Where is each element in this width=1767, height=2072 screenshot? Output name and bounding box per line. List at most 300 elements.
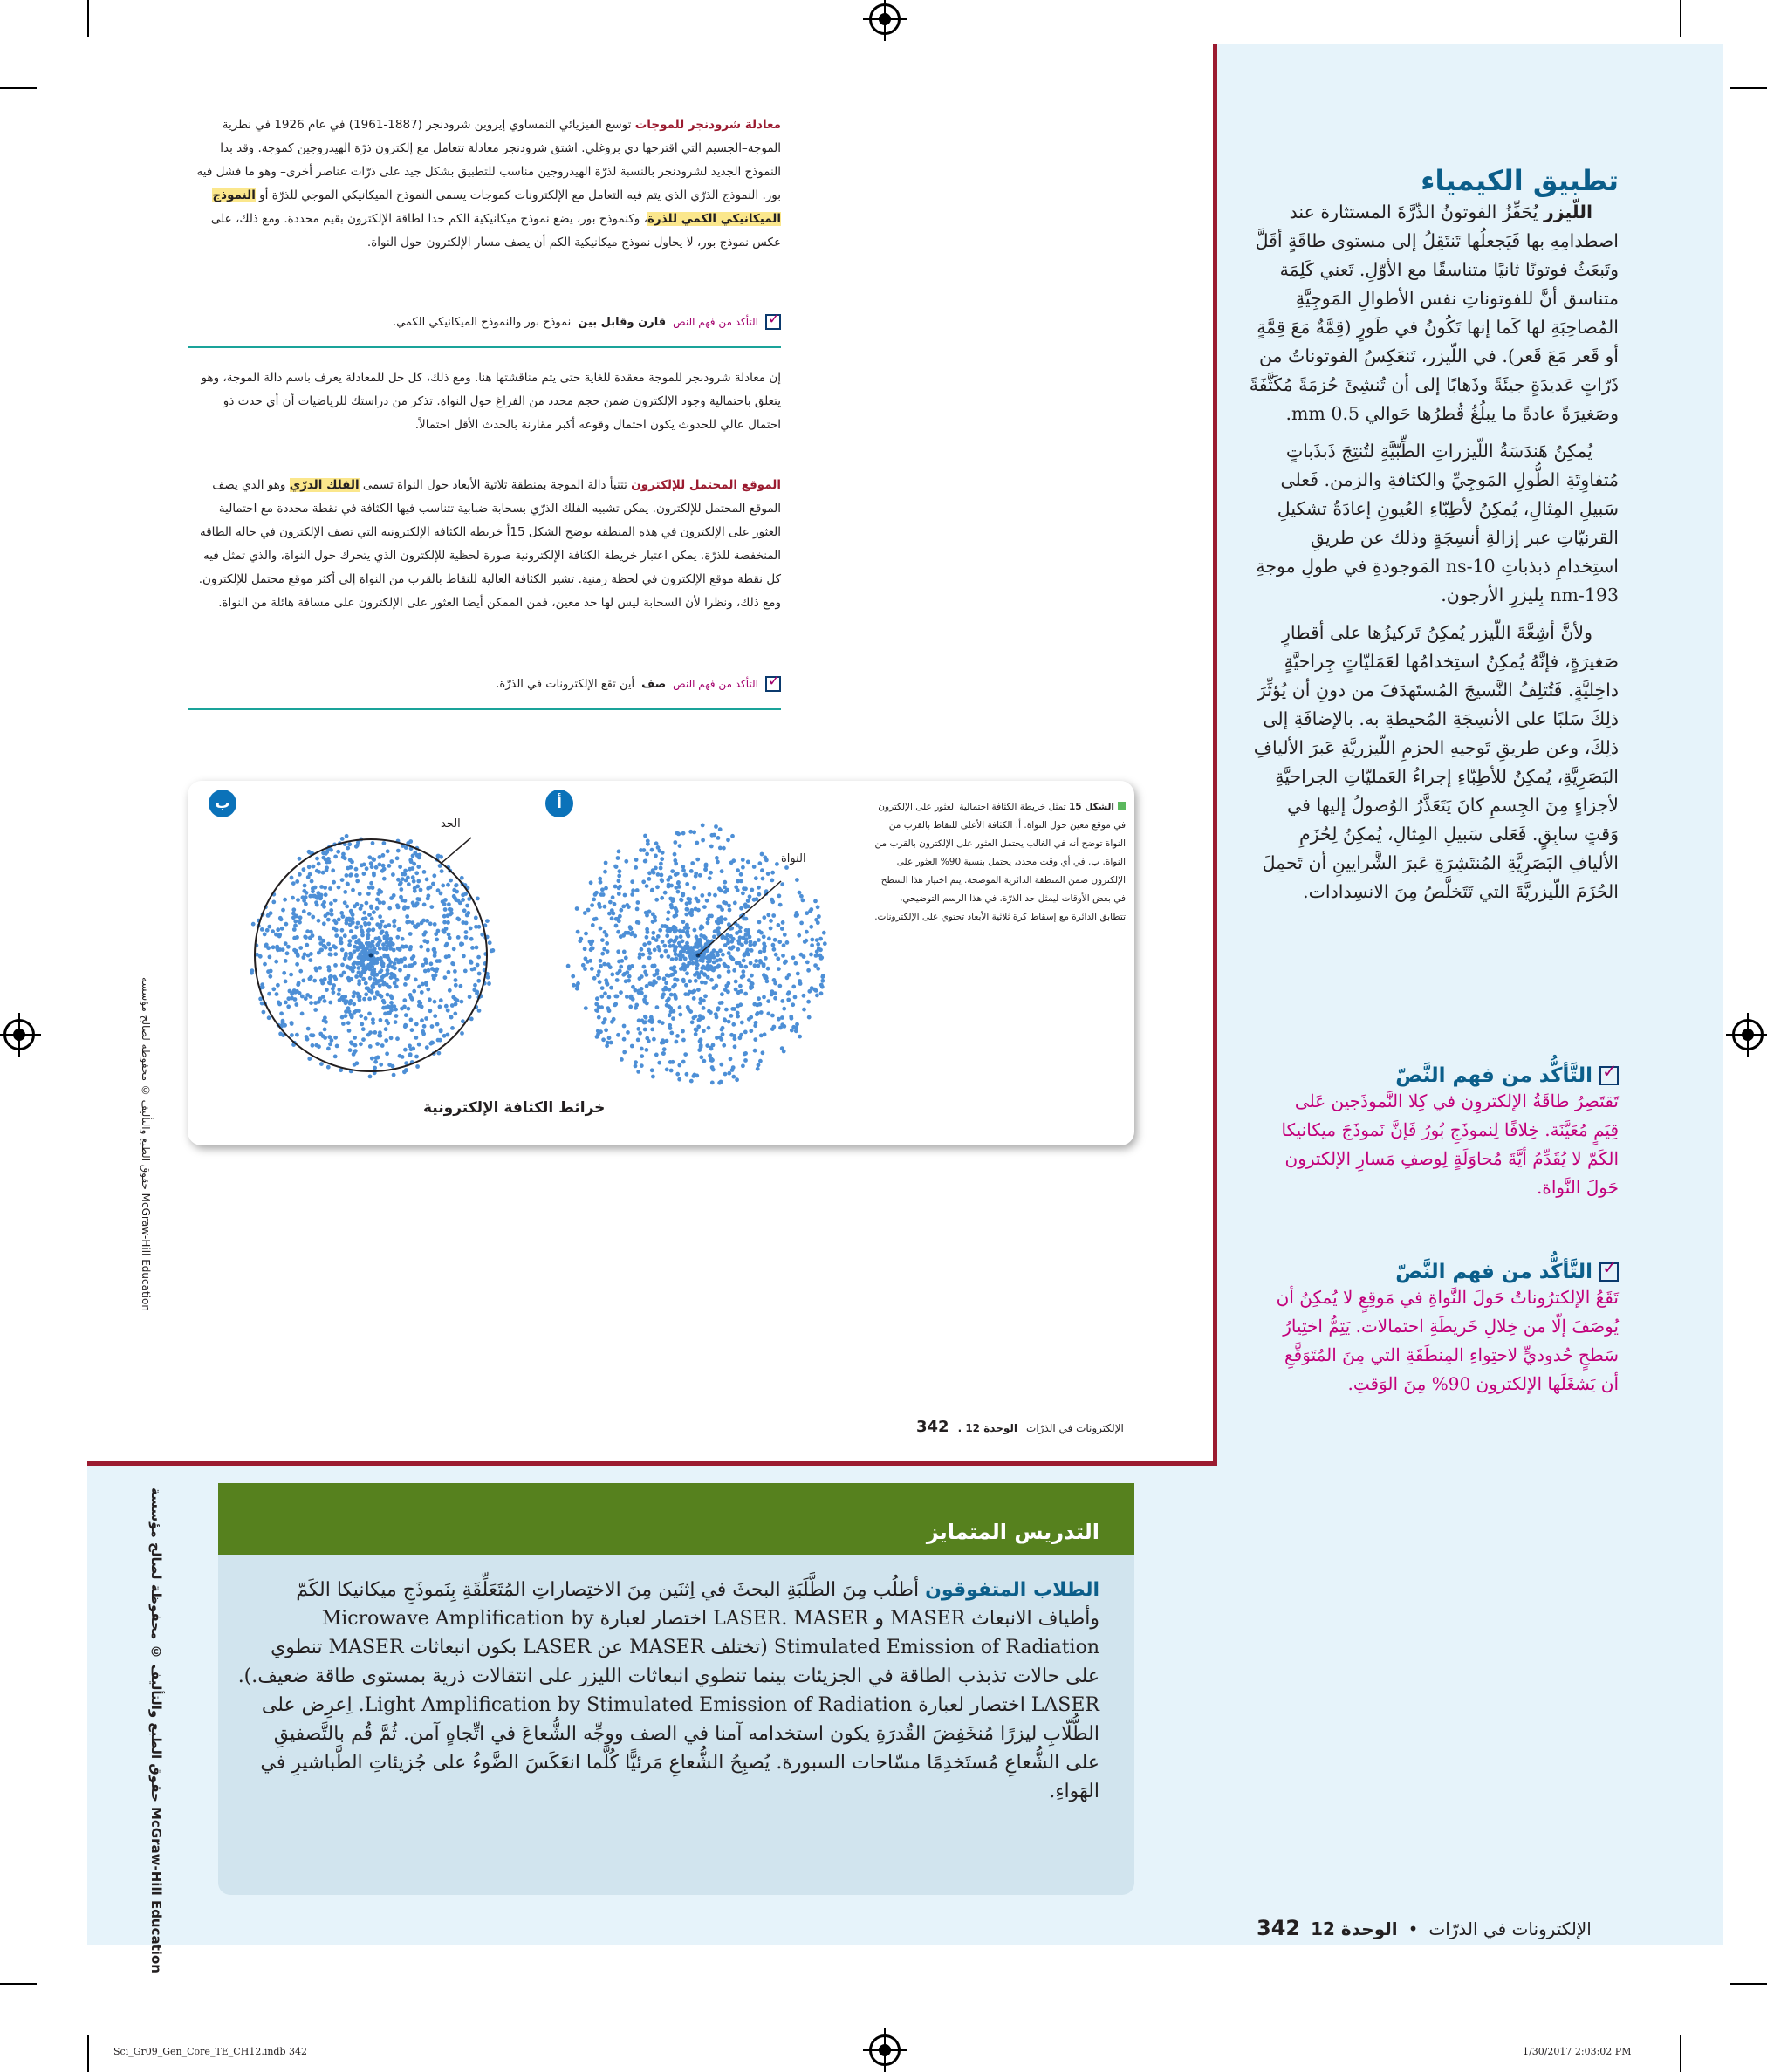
density-dot xyxy=(381,964,386,968)
density-dot xyxy=(694,907,698,912)
page-footer xyxy=(1257,1916,1592,1940)
density-dot xyxy=(607,1009,612,1013)
density-dot xyxy=(656,845,661,850)
density-dot xyxy=(295,962,299,967)
density-dot xyxy=(752,898,757,902)
density-dot xyxy=(746,953,750,957)
density-dot xyxy=(642,998,647,1002)
density-dot xyxy=(433,968,437,973)
density-dot xyxy=(706,964,710,968)
density-dot xyxy=(576,930,580,934)
density-dot xyxy=(592,976,597,981)
density-dot xyxy=(693,1073,697,1077)
density-dot xyxy=(403,899,408,903)
density-dot xyxy=(317,870,321,874)
density-dot xyxy=(454,983,458,988)
density-dot xyxy=(685,907,689,912)
density-dot xyxy=(409,1047,414,1051)
density-dot xyxy=(635,907,640,912)
density-dot xyxy=(399,887,403,892)
density-dot xyxy=(373,977,377,981)
density-dot xyxy=(771,943,776,947)
density-dot xyxy=(349,929,353,933)
density-dot xyxy=(375,990,380,995)
density-dot xyxy=(348,1048,353,1052)
density-dot xyxy=(432,873,436,878)
density-dot xyxy=(766,872,770,876)
density-dot xyxy=(368,1075,373,1079)
density-dot xyxy=(328,981,332,986)
density-dot xyxy=(673,840,677,845)
density-dot xyxy=(470,968,475,972)
density-dot xyxy=(442,928,446,933)
density-dot xyxy=(612,912,616,916)
density-dot xyxy=(694,874,698,879)
density-dot xyxy=(409,995,414,1000)
density-dot xyxy=(603,930,607,934)
density-dot xyxy=(410,920,414,925)
density-dot xyxy=(326,1047,331,1051)
density-dot xyxy=(630,879,634,884)
density-dot xyxy=(396,947,401,951)
density-dot xyxy=(422,903,427,907)
density-dot xyxy=(599,1005,604,1009)
density-dot xyxy=(710,968,715,972)
density-dot xyxy=(820,985,825,989)
density-dot xyxy=(329,974,333,979)
density-dot xyxy=(477,972,482,976)
density-dot xyxy=(278,1032,283,1036)
density-dot xyxy=(709,1047,714,1051)
density-dot xyxy=(407,920,411,924)
density-dot xyxy=(667,997,671,1002)
density-dot xyxy=(642,942,647,947)
density-dot xyxy=(387,864,392,868)
registration-mark-icon xyxy=(1732,1019,1764,1050)
density-dot xyxy=(298,872,302,877)
density-dot xyxy=(785,940,790,945)
density-dot xyxy=(636,1038,640,1043)
density-dot xyxy=(416,879,421,884)
density-dot xyxy=(809,953,813,957)
density-dot xyxy=(306,1027,311,1031)
divider xyxy=(188,708,781,710)
density-dot xyxy=(766,1012,770,1016)
density-dot xyxy=(759,1034,764,1038)
density-dot xyxy=(743,965,748,969)
density-dot xyxy=(393,919,397,923)
figure-caption-text: تمثل خريطة الكثافة احتمالية العثور على الإلكترون في موقع معين حول النواة. أ. الكثافة الأعلى للنقاط بالقرب من النواة توضح أنه في الغالب يحتمل العثور على الإلكترون بالقرب من النواة. ب. في أي وقت محدد، يحتمل بنسبة 90% العثور على الإلكترون ضمن المنطقة الدائرية الموضحة. يتم اختيار هذا السطح في بعض الأوقات ليمثل حد الذرّة. في هذا الرسم التوضيحي، تتطابق الدائرة مع إسقاط كرة ثلاثية الأبعاد تحتوي على الإلكترونات. xyxy=(874,802,1126,922)
density-dot xyxy=(786,992,791,996)
density-dot xyxy=(729,940,734,944)
density-dot xyxy=(653,947,657,952)
density-dot xyxy=(364,965,368,969)
density-dot xyxy=(442,902,447,906)
density-dot xyxy=(667,910,671,914)
density-dot xyxy=(712,955,716,960)
density-dot xyxy=(415,1064,420,1069)
density-dot xyxy=(353,1043,358,1048)
density-dot xyxy=(820,974,825,979)
density-dot xyxy=(766,999,770,1003)
density-dot xyxy=(260,927,264,932)
density-dot xyxy=(421,1032,426,1036)
density-dot xyxy=(777,923,781,927)
density-dot xyxy=(350,1015,354,1020)
density-dot xyxy=(298,857,302,861)
density-dot xyxy=(293,920,298,924)
density-dot xyxy=(439,892,443,896)
density-dot xyxy=(604,861,608,865)
density-dot xyxy=(392,1073,396,1077)
density-dot xyxy=(731,1022,736,1027)
density-dot xyxy=(377,941,381,946)
density-dot xyxy=(370,1057,374,1061)
density-dot xyxy=(443,975,448,980)
density-dot xyxy=(732,968,736,973)
density-dot xyxy=(674,928,678,933)
density-dot xyxy=(314,1043,318,1048)
density-dot xyxy=(304,935,308,940)
density-dot xyxy=(348,939,353,943)
density-dot xyxy=(447,970,451,974)
density-dot xyxy=(305,943,309,947)
density-dot xyxy=(683,945,688,949)
density-dot xyxy=(584,1006,588,1010)
density-dot xyxy=(433,1014,437,1018)
density-dot xyxy=(681,966,685,970)
density-dot xyxy=(468,995,472,999)
density-dot xyxy=(594,891,599,895)
density-dot xyxy=(403,982,408,987)
density-dot xyxy=(315,857,319,861)
density-dot xyxy=(454,1002,458,1007)
density-dot xyxy=(820,979,825,983)
density-dot xyxy=(701,959,705,963)
density-dot xyxy=(281,908,285,913)
density-dot xyxy=(647,871,652,875)
density-dot xyxy=(815,938,819,942)
density-dot xyxy=(730,1007,735,1011)
density-dot xyxy=(652,1037,656,1042)
density-dot xyxy=(294,1002,298,1007)
density-dot xyxy=(409,859,414,864)
density-dot xyxy=(421,982,425,987)
density-dot xyxy=(584,932,588,936)
density-dot xyxy=(695,971,700,975)
density-dot xyxy=(716,921,721,926)
density-dot xyxy=(656,945,661,949)
density-dot xyxy=(654,898,659,902)
density-dot xyxy=(378,914,382,919)
density-dot xyxy=(307,865,312,869)
density-dot xyxy=(655,968,660,973)
density-dot xyxy=(343,956,347,961)
density-dot xyxy=(723,962,727,967)
density-dot xyxy=(657,1020,661,1024)
density-dot xyxy=(474,925,478,929)
density-dot xyxy=(716,860,720,865)
density-dot xyxy=(277,1002,282,1007)
density-dot xyxy=(365,866,369,871)
density-dot xyxy=(614,924,619,928)
density-dot xyxy=(654,841,659,845)
density-dot xyxy=(640,1019,645,1023)
density-dot xyxy=(369,905,373,909)
density-dot xyxy=(421,963,425,968)
density-dot xyxy=(591,923,595,927)
density-dot xyxy=(770,898,774,902)
density-dot xyxy=(404,1013,408,1017)
density-dot xyxy=(388,940,393,945)
density-dot xyxy=(469,927,473,931)
figure-badge-b: ب xyxy=(209,790,236,817)
density-dot xyxy=(697,975,702,980)
density-dot xyxy=(389,1036,394,1040)
density-dot xyxy=(688,949,693,954)
density-dot xyxy=(766,967,770,971)
density-dot xyxy=(621,973,626,977)
density-dot xyxy=(651,1075,655,1079)
density-dot xyxy=(805,930,809,934)
density-dot xyxy=(675,1072,680,1077)
reading-check-1 xyxy=(340,314,781,330)
density-dot xyxy=(303,952,307,956)
density-dot xyxy=(589,880,593,885)
density-dot xyxy=(382,877,387,881)
density-dot xyxy=(333,899,338,903)
density-dot xyxy=(328,1001,332,1005)
density-dot xyxy=(718,1001,723,1005)
density-dot xyxy=(774,953,778,957)
density-dot xyxy=(370,865,374,869)
figure-15-card xyxy=(188,781,1134,1145)
density-dot xyxy=(305,891,309,895)
density-dot xyxy=(452,894,456,899)
density-dot xyxy=(708,954,712,958)
density-dot xyxy=(655,885,660,889)
density-dot xyxy=(586,960,590,964)
density-dot xyxy=(380,1043,385,1048)
density-dot xyxy=(419,945,423,949)
density-dot xyxy=(677,885,681,889)
density-dot xyxy=(736,1004,740,1009)
density-dot xyxy=(333,855,338,859)
differentiated-instruction-text: أطلُب مِنَ الطَّلَبَةِ البحثَ في اِثنَين مِنَ الاختِصاراتِ المُتَعَلِّقَةِ بِنَموذَجِ ميكانيكا الكَمّ وأطياف الانبعاث MASER و LASER. MASER اختصار لعبارة Microwave Amplification by Stimulated Emission of Radiation (تختلف MASER عن LASER بكون انبعاثات MASER تنطوي على حالات تذبذب الطاقة في الجزيئات بينما تنطوي انبعاثات الليزر على انتقالات ذرية بمستوى طاقة ضعيف.). LASER اختصار لعبارة Light Amplification by Stimulated Emission of Radiation. اِعرِض على الطُّلّابِ ليزرًا مُنخَفِضَ القُدرَةِ يكون استخدامه آمنا في الصف ووجِّه الشُّعاعَ في اتِّجاهٍ آمن. ثُمَّ قُم بالتَّصفيقِ على الشُّعاعِ مُستَخدِمًا مسّاحات السبورة. يُصبِحُ الشُّعاعِ مَرئيًّا كُلَّما انعَكَسَ الضَّوءُ على جُزيئاتِ الطَّباشيرِ في الهَواءِ. xyxy=(237,1579,1099,1802)
density-dot xyxy=(323,1036,327,1040)
density-dot xyxy=(402,1005,407,1009)
density-dot xyxy=(480,933,484,937)
density-dot xyxy=(460,942,464,947)
density-dot xyxy=(293,997,298,1002)
density-dot xyxy=(336,850,340,854)
density-dot xyxy=(449,1015,454,1020)
density-dot xyxy=(284,941,288,946)
density-dot xyxy=(284,1001,288,1005)
density-dot xyxy=(600,986,605,990)
density-dot xyxy=(464,921,469,926)
density-dot xyxy=(486,975,490,980)
density-dot xyxy=(739,872,743,877)
density-dot xyxy=(758,1059,763,1063)
density-dot xyxy=(660,857,664,861)
density-dot xyxy=(328,886,332,891)
density-dot xyxy=(402,998,407,1002)
density-dot xyxy=(599,959,603,963)
density-dot xyxy=(681,929,685,933)
density-dot xyxy=(294,914,298,919)
density-dot xyxy=(592,898,596,902)
density-dot xyxy=(360,942,364,947)
density-dot xyxy=(760,852,764,857)
density-dot xyxy=(743,954,747,958)
density-dot xyxy=(441,884,445,888)
density-dot xyxy=(624,859,628,864)
density-dot xyxy=(639,848,643,852)
density-dot xyxy=(323,1028,327,1032)
density-dot xyxy=(355,946,360,950)
caption-square-icon xyxy=(1118,802,1126,810)
density-dot xyxy=(644,1015,648,1020)
density-dot xyxy=(380,869,385,873)
density-dot xyxy=(604,1028,608,1032)
density-dot xyxy=(325,868,329,872)
density-dot xyxy=(652,871,656,875)
laser-text-1: يُحَفِّزُ الفوتونُ الذّرَّةَ المستثارة عند اصطدامِهِ بها فَيَجعلُها تَنتَقِلُ إلى مستوى طاقَةٍ أقَلَّ وتَبعَثُ فوتونًا ثانيًا متناسقًا مع الأوّلِ. تَعني كَلِمَة متناسق أنَّ للفوتوناتِ نفس الأطوالِ المَوجِيَّةِ المُصاحِبَةِ لها كَما إنها تَكُونُ في طَورٍ (قِمَّةٌ مَعَ قِمَّةٍ أو قَعر مَعَ قَعر). في اللّيزر، تَنعَكِسُ الفوتوناتُ من ذَرّاتٍ عَديدَةٍ جيئَةً وذَهابًا إلى أن تُنشِئَ حُزمَةً مُكَثَّفَةً وصَغيرَةً عادةً ما يبلُغُ قُطرُها حَوالي 0.5 mm. xyxy=(1249,202,1619,424)
divider xyxy=(188,346,781,348)
density-dot xyxy=(462,908,467,913)
density-dot xyxy=(250,968,255,973)
density-dot xyxy=(435,1022,440,1027)
density-dot xyxy=(739,989,743,994)
density-dot xyxy=(446,1033,450,1037)
density-dot xyxy=(822,931,826,935)
density-dot xyxy=(469,937,474,941)
density-dot xyxy=(661,940,665,944)
density-dot xyxy=(600,952,605,956)
density-dot xyxy=(689,1079,694,1084)
density-dot xyxy=(796,972,800,976)
density-dot xyxy=(301,979,305,983)
density-dot xyxy=(414,925,419,929)
density-dot xyxy=(695,858,700,862)
density-dot xyxy=(746,860,750,865)
density-dot xyxy=(625,970,629,974)
density-dot xyxy=(583,947,587,951)
density-dot xyxy=(312,979,317,983)
density-dot xyxy=(347,917,352,921)
density-dot xyxy=(795,913,799,917)
reading-check-answer: تَقَعُ الإلكترُوناتُ حَولَ النَّواةِ في مَوقِعٍ لا يُمكِنُ أن يُوصَفَ إلّا من خِلالِ خَريطَةِ احتمالات. يَتِمُّ اختِيارُ سَطحٍ حُدوديٍّ لاحتِواءِ المِنطَقَةِ التي مِنَ المُتَوَقَّعِ أن يَشغَلَها الإلكترون 90% مِنَ الوَقتِ. xyxy=(1276,1287,1619,1394)
density-dot xyxy=(634,865,638,870)
density-dot xyxy=(258,954,263,959)
electron-location-heading: الموقع المحتمل للإلكترون xyxy=(631,478,781,492)
density-dot xyxy=(718,827,723,831)
nucleus-label: النواة xyxy=(781,852,806,865)
density-dot xyxy=(728,946,732,950)
density-dot xyxy=(361,917,366,921)
density-dot xyxy=(615,978,620,982)
density-dot xyxy=(694,1015,698,1019)
density-dot xyxy=(351,920,355,925)
density-dot xyxy=(762,915,766,920)
density-dot xyxy=(684,913,688,917)
density-dot xyxy=(807,989,812,994)
density-dot xyxy=(596,1029,600,1033)
density-dot xyxy=(744,940,749,945)
density-dot xyxy=(650,888,654,892)
density-dot xyxy=(366,1033,371,1037)
density-dot xyxy=(372,858,376,862)
density-dot xyxy=(284,980,288,984)
density-dot xyxy=(451,995,455,1000)
density-dot xyxy=(716,836,721,840)
density-dot xyxy=(313,886,318,890)
density-dot xyxy=(730,1068,735,1072)
density-dot xyxy=(772,978,777,982)
density-dot xyxy=(729,1057,733,1061)
density-dot xyxy=(439,998,443,1002)
density-dot xyxy=(676,881,681,886)
density-dot xyxy=(643,834,647,838)
density-dot xyxy=(628,1005,633,1009)
density-dot xyxy=(630,892,634,897)
density-dot xyxy=(799,894,804,899)
density-dot xyxy=(670,869,675,873)
density-dot xyxy=(344,1001,348,1005)
density-dot xyxy=(346,1021,351,1025)
density-dot xyxy=(657,976,661,981)
density-dot xyxy=(312,894,316,899)
density-dot xyxy=(386,1011,390,1015)
density-dot xyxy=(295,879,299,884)
density-dot xyxy=(665,974,669,978)
density-dot xyxy=(386,849,390,853)
density-dot xyxy=(375,961,380,965)
density-dot xyxy=(474,916,478,920)
density-dot xyxy=(378,900,382,905)
density-dot xyxy=(293,924,298,928)
density-dot xyxy=(358,995,362,999)
density-dot xyxy=(476,963,480,968)
density-dot xyxy=(348,858,353,862)
density-dot xyxy=(650,1028,654,1032)
density-dot xyxy=(371,927,375,932)
density-dot xyxy=(308,958,312,962)
figure-title: خرائط الكثافة الإلكترونية xyxy=(423,1099,606,1117)
density-dot xyxy=(594,917,599,921)
density-dot xyxy=(634,1003,639,1008)
density-dot xyxy=(770,879,775,883)
density-dot xyxy=(756,1011,760,1015)
density-dot xyxy=(603,870,607,874)
density-dot xyxy=(707,1026,711,1030)
density-dot xyxy=(717,886,722,891)
density-dot xyxy=(324,913,328,918)
density-dot xyxy=(673,947,677,952)
density-dot xyxy=(285,951,290,955)
density-dot xyxy=(291,896,295,900)
density-dot xyxy=(349,977,353,981)
density-dot xyxy=(668,875,673,879)
density-dot xyxy=(749,1015,753,1020)
density-dot xyxy=(340,928,345,933)
density-dot xyxy=(658,928,662,933)
density-dot xyxy=(703,936,708,940)
density-dot xyxy=(311,1043,315,1048)
density-dot xyxy=(770,1014,775,1018)
density-dot xyxy=(346,866,350,871)
